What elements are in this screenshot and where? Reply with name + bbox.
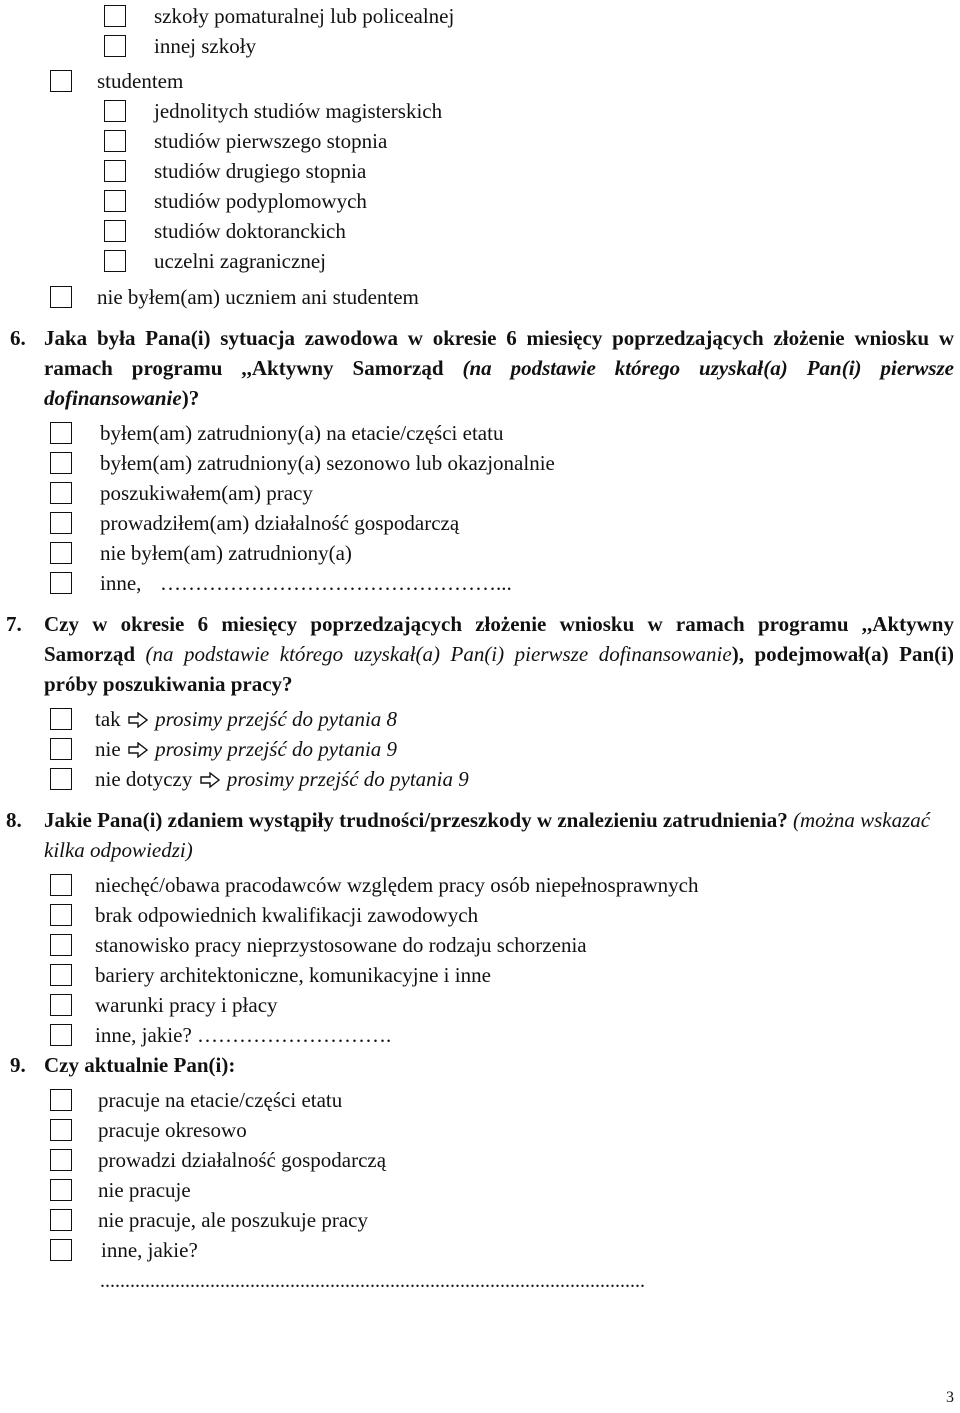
checkbox[interactable] xyxy=(50,874,72,896)
option-label: nie pracuje, ale poszukuje pracy xyxy=(98,1208,368,1232)
fill-in-line[interactable]: ............................................................................................................. xyxy=(100,1270,645,1292)
checkbox[interactable] xyxy=(50,422,72,444)
checkbox[interactable] xyxy=(104,35,126,57)
option-label: warunki pracy i płacy xyxy=(95,993,278,1017)
option-label: inne, jakie? xyxy=(101,1238,198,1262)
question-7-text xyxy=(44,609,954,699)
checkbox[interactable] xyxy=(50,964,72,986)
option-label: byłem(am) zatrudniony(a) sezonowo lub okazjonalnie xyxy=(100,451,555,475)
checkbox[interactable] xyxy=(50,994,72,1016)
option-label: szkoły pomaturalnej lub policealnej xyxy=(154,4,455,28)
checkbox[interactable] xyxy=(104,250,126,272)
question-number: 9. xyxy=(10,1053,26,1077)
option-label: byłem(am) zatrudniony(a) na etacie/części etatu xyxy=(100,421,504,445)
option-label: pracuje na etacie/części etatu xyxy=(98,1088,343,1112)
checkbox[interactable] xyxy=(50,512,72,534)
checkbox[interactable] xyxy=(50,1239,72,1261)
option-label: studentem xyxy=(97,69,184,93)
checkbox[interactable] xyxy=(50,542,72,564)
question-9-text xyxy=(44,1050,954,1080)
option-label: stanowisko pracy nieprzystosowane do rodzaju schorzenia xyxy=(95,933,587,957)
question-text: Jaka była Pana(i) sytuacja zawodowa w okresie 6 miesięcy poprzedzających złożenie wniosku w ramach programu ,,Aktywny Samorząd xyxy=(44,326,954,380)
fill-in-line[interactable]: …………………………………………... xyxy=(160,571,512,595)
goto-instruction: prosimy przejść do pytania 8 xyxy=(155,707,398,731)
checkbox[interactable] xyxy=(50,1149,72,1171)
option-label: uczelni zagranicznej xyxy=(154,249,326,273)
option-label: nie byłem(am) zatrudniony(a) xyxy=(100,541,352,565)
question-note: (można wskazać kilka odpowiedzi) xyxy=(44,808,931,862)
option-label: prowadzi działalność gospodarczą xyxy=(98,1148,387,1172)
option-label: inne, jakie? ………………………. xyxy=(95,1023,392,1047)
question-number: 7. xyxy=(6,612,22,636)
question-text: Jakie Pana(i) zdaniem wystąpiły trudności/przeszkody w znalezieniu zatrudnienia? xyxy=(44,808,788,832)
question-8-text xyxy=(44,805,954,865)
option-label: innej szkoły xyxy=(154,34,257,58)
option-label: niechęć/obawa pracodawców względem pracy osób niepełnosprawnych xyxy=(95,873,699,897)
checkbox[interactable] xyxy=(104,5,126,27)
option-label: nie dotyczy xyxy=(95,767,193,791)
page-number: 3 xyxy=(946,1389,954,1406)
option-label: poszukiwałem(am) pracy xyxy=(100,481,313,505)
checkbox[interactable] xyxy=(50,1179,72,1201)
option-label: nie pracuje xyxy=(98,1178,191,1202)
checkbox[interactable] xyxy=(50,708,72,730)
arrow-right-icon xyxy=(128,742,148,758)
question-text: Czy w okresie 6 miesięcy poprzedzających złożenie wniosku w ramach programu ,,Aktywny Samorząd xyxy=(44,612,954,666)
question-6-text xyxy=(44,323,954,413)
option-label: studiów drugiego stopnia xyxy=(154,159,367,183)
option-label: studiów pierwszego stopnia xyxy=(154,129,388,153)
checkbox[interactable] xyxy=(104,130,126,152)
option-label: bariery architektoniczne, komunikacyjne i inne xyxy=(95,963,491,987)
checkbox[interactable] xyxy=(50,482,72,504)
checkbox[interactable] xyxy=(50,1024,72,1046)
arrow-right-icon xyxy=(200,772,220,788)
option-label: nie xyxy=(95,737,121,761)
checkbox[interactable] xyxy=(50,1209,72,1231)
checkbox[interactable] xyxy=(50,1089,72,1111)
question-number: 6. xyxy=(10,326,26,350)
question-end: )? xyxy=(181,386,200,410)
question-text-end: ), podejmował(a) Pan(i) próby poszukiwania pracy? xyxy=(44,642,954,696)
option-label: jednolitych studiów magisterskich xyxy=(154,99,443,123)
goto-instruction: prosimy przejść do pytania 9 xyxy=(226,767,469,791)
checkbox[interactable] xyxy=(50,286,72,308)
option-label: prowadziłem(am) działalność gospodarczą xyxy=(100,511,460,535)
checkbox[interactable] xyxy=(50,572,72,594)
arrow-right-icon xyxy=(128,712,148,728)
option-label: brak odpowiednich kwalifikacji zawodowych xyxy=(95,903,479,927)
goto-instruction: prosimy przejść do pytania 9 xyxy=(155,737,398,761)
question-text: Czy aktualnie Pan(i): xyxy=(44,1053,236,1077)
question-number: 8. xyxy=(6,808,22,832)
checkbox[interactable] xyxy=(50,738,72,760)
checkbox[interactable] xyxy=(104,100,126,122)
question-note: (na podstawie którego uzyskał(a) Pan(i) pierwsze dofinansowanie xyxy=(44,356,954,410)
question-note: (na podstawie którego uzyskał(a) Pan(i) pierwsze dofinansowanie xyxy=(145,642,732,666)
checkbox[interactable] xyxy=(50,934,72,956)
checkbox[interactable] xyxy=(104,160,126,182)
option-label: tak xyxy=(95,707,121,731)
checkbox[interactable] xyxy=(50,452,72,474)
checkbox[interactable] xyxy=(50,70,72,92)
option-label: inne, xyxy=(100,571,142,595)
checkbox[interactable] xyxy=(50,1119,72,1141)
option-label: studiów doktoranckich xyxy=(154,219,346,243)
option-label: nie byłem(am) uczniem ani studentem xyxy=(97,285,419,309)
option-label: studiów podyplomowych xyxy=(154,189,367,213)
checkbox[interactable] xyxy=(50,904,72,926)
checkbox[interactable] xyxy=(104,220,126,242)
checkbox[interactable] xyxy=(50,768,72,790)
option-label: pracuje okresowo xyxy=(98,1118,247,1142)
checkbox[interactable] xyxy=(104,190,126,212)
